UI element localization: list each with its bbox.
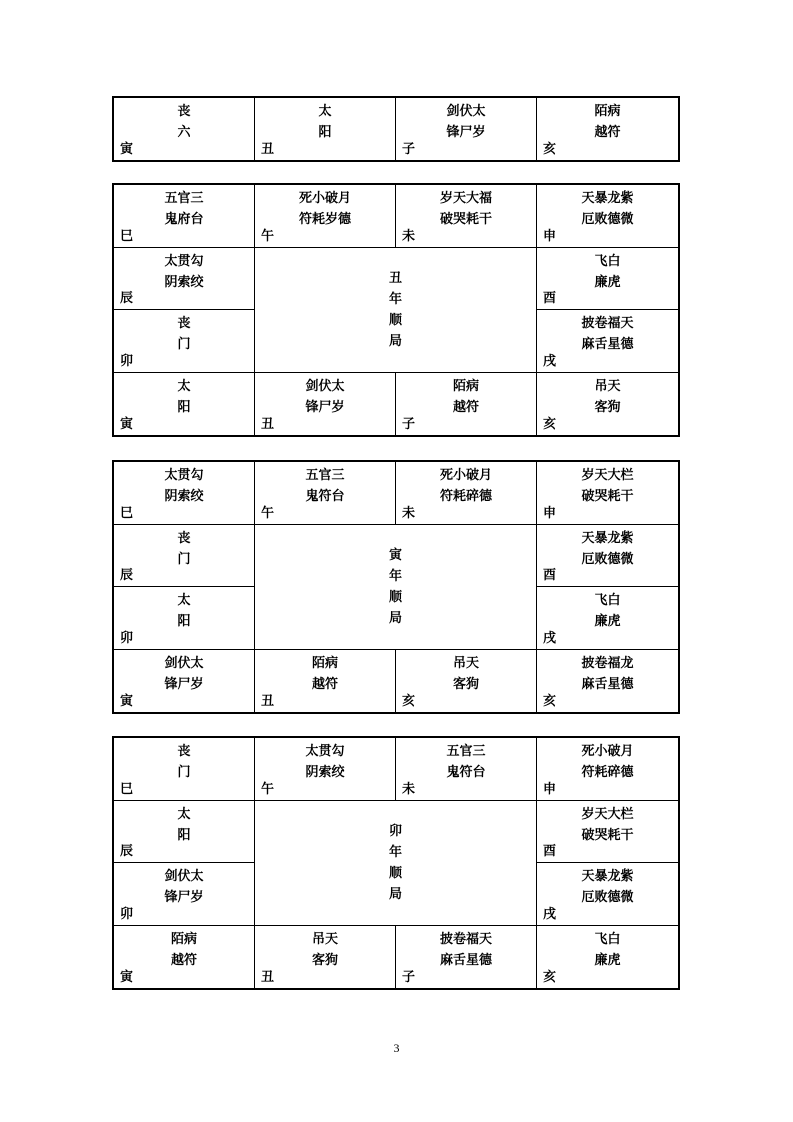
- star-line: 锋尸岁: [164, 890, 204, 905]
- chart-chou-year: [112, 183, 680, 437]
- branch-label: 午: [261, 781, 275, 797]
- branch-label: 巳: [120, 781, 134, 797]
- star-line: 锋尸岁: [446, 125, 486, 140]
- star-line: 五官三: [305, 468, 345, 483]
- star-line: 阳: [177, 614, 191, 629]
- star-line: 越符: [452, 399, 479, 415]
- star-line: 太: [177, 593, 191, 608]
- star-line: 五官三: [164, 191, 204, 206]
- branch-label: 申: [543, 505, 557, 521]
- star-line: 锋尸岁: [305, 399, 345, 415]
- star-line: 阳: [177, 827, 191, 843]
- star-line: 死小破月: [581, 744, 634, 759]
- star-line: 剑伏太: [446, 104, 486, 119]
- branch-label: 寅: [120, 417, 134, 432]
- branch-label: 丑: [261, 142, 275, 157]
- palace-cell: [537, 587, 678, 650]
- center-char: 顺: [388, 589, 402, 605]
- palace-cell: [537, 738, 678, 801]
- star-line: 丧: [177, 530, 191, 546]
- star-line: 死小破月: [298, 191, 351, 206]
- branch-label: 巳: [120, 505, 134, 521]
- center-char: 年: [388, 568, 402, 584]
- palace-cell: [537, 462, 678, 525]
- branch-label: 申: [543, 228, 557, 244]
- star-line: 五官三: [446, 744, 486, 759]
- star-line: 太贯勾: [305, 744, 345, 759]
- star-line: 陌病: [311, 655, 338, 671]
- star-line: 剑伏太: [164, 655, 204, 671]
- palace-cell: [537, 185, 678, 248]
- center-char: 寅: [388, 547, 402, 563]
- palace-cell: [114, 373, 255, 436]
- star-line: 剑伏太: [305, 378, 345, 394]
- page-number: 3: [393, 1041, 400, 1055]
- branch-label: 戌: [543, 353, 557, 369]
- star-line: 阳: [177, 399, 191, 415]
- star-line: 符耗碎德: [581, 765, 634, 780]
- palace-cell: [114, 738, 255, 801]
- star-line: 太贯勾: [164, 253, 204, 269]
- palace-cell: [114, 525, 255, 588]
- branch-label: 寅: [120, 970, 134, 985]
- palace-cell: [114, 185, 255, 248]
- branch-label: 酉: [543, 291, 557, 306]
- branch-label: 寅: [120, 694, 134, 709]
- branch-label: 子: [402, 142, 416, 157]
- branch-label: 亥: [543, 142, 557, 157]
- star-line: 天暴龙紫: [581, 869, 634, 884]
- palace-cell: [114, 863, 255, 926]
- star-line: 飞白: [594, 593, 621, 608]
- center-char: 局: [388, 610, 402, 626]
- star-line: 太: [318, 104, 332, 119]
- palace-cell: [255, 185, 396, 248]
- palace-cell: [114, 310, 255, 373]
- star-line: 六: [177, 125, 191, 140]
- chart-center: [255, 525, 537, 650]
- star-line: 门: [177, 551, 191, 567]
- palace-cell: [537, 525, 678, 588]
- branch-label: 戌: [543, 630, 557, 646]
- star-line: 披卷福龙: [581, 655, 634, 671]
- palace-cell: [396, 650, 537, 713]
- palace-cell: [114, 587, 255, 650]
- palace-cell: [255, 98, 396, 160]
- palace-cell: [537, 926, 678, 989]
- branch-label: 丑: [261, 694, 275, 709]
- star-line: 岁天大栏: [581, 806, 634, 822]
- palace-cell: [396, 98, 537, 160]
- branch-label: 亥: [543, 970, 557, 985]
- branch-label: 戌: [543, 906, 557, 922]
- star-line: 吊天: [594, 378, 621, 394]
- star-line: 越符: [594, 125, 621, 140]
- branch-label: 寅: [120, 142, 134, 157]
- chart-yin-year: [112, 460, 680, 714]
- star-line: 廉虎: [594, 274, 621, 290]
- palace-cell: [396, 185, 537, 248]
- star-line: 麻舌星德: [581, 676, 634, 692]
- star-line: 吊天: [311, 931, 338, 947]
- branch-label: 子: [402, 970, 416, 985]
- center-char: 局: [388, 886, 402, 902]
- star-line: 廉虎: [594, 952, 621, 968]
- branch-label: 辰: [120, 844, 134, 859]
- center-char: 丑: [388, 270, 402, 286]
- star-line: 厄败德微: [581, 890, 634, 905]
- palace-cell: [537, 863, 678, 926]
- star-line: 阴索绞: [164, 274, 204, 290]
- star-line: 客狗: [594, 399, 621, 415]
- branch-label: 酉: [543, 568, 557, 583]
- branch-label: 子: [402, 417, 416, 432]
- palace-cell: [114, 248, 255, 311]
- star-line: 太贯勾: [164, 468, 204, 483]
- chart-partial-top: [112, 96, 680, 162]
- branch-label: 辰: [120, 568, 134, 583]
- star-line: 披卷福天: [581, 316, 634, 331]
- star-line: 太: [177, 806, 191, 822]
- center-char: 卯: [388, 823, 402, 839]
- center-char: 年: [388, 844, 402, 860]
- palace-cell: [114, 98, 255, 160]
- star-line: 锋尸岁: [164, 676, 204, 692]
- star-line: 鬼符台: [446, 765, 486, 780]
- star-line: 岁天大福: [439, 191, 492, 206]
- branch-label: 未: [402, 781, 416, 797]
- branch-label: 亥: [543, 417, 557, 432]
- star-line: 陌病: [594, 104, 621, 119]
- star-line: 飞白: [594, 253, 621, 269]
- palace-cell: [396, 462, 537, 525]
- branch-label: 酉: [543, 844, 557, 859]
- star-line: 吊天: [452, 655, 479, 671]
- chart-center: [255, 248, 537, 373]
- star-line: 陌病: [452, 378, 479, 394]
- star-line: 死小破月: [439, 468, 492, 483]
- branch-label: 辰: [120, 291, 134, 306]
- star-line: 天暴龙紫: [581, 530, 634, 546]
- branch-label: 午: [261, 505, 275, 521]
- star-line: 符耗碎德: [439, 489, 492, 504]
- center-char: 局: [388, 333, 402, 349]
- palace-cell: [396, 373, 537, 436]
- star-line: 破哭耗干: [439, 212, 492, 227]
- palace-cell: [255, 738, 396, 801]
- star-line: 麻舌星德: [439, 952, 492, 968]
- palace-cell: [255, 650, 396, 713]
- palace-cell: [255, 926, 396, 989]
- palace-cell: [255, 462, 396, 525]
- star-line: 阴索绞: [305, 765, 345, 780]
- star-line: 客狗: [452, 676, 479, 692]
- star-line: 客狗: [311, 952, 338, 968]
- star-line: 陌病: [170, 931, 197, 947]
- star-line: 破哭耗干: [581, 489, 634, 504]
- palace-cell: [537, 310, 678, 373]
- center-char: 顺: [388, 865, 402, 881]
- star-line: 太: [177, 378, 191, 394]
- star-line: 廉虎: [594, 614, 621, 629]
- branch-label: 巳: [120, 228, 134, 244]
- palace-cell: [396, 926, 537, 989]
- center-char: 顺: [388, 312, 402, 328]
- star-line: 麻舌星德: [581, 337, 634, 352]
- branch-label: 丑: [261, 417, 275, 432]
- branch-label: 申: [543, 781, 557, 797]
- palace-cell: [396, 738, 537, 801]
- palace-cell: [114, 926, 255, 989]
- branch-label: 卯: [120, 906, 134, 922]
- branch-label: 卯: [120, 630, 134, 646]
- palace-cell: [537, 98, 678, 160]
- star-line: 披卷福天: [439, 931, 492, 947]
- palace-cell: [537, 373, 678, 436]
- chart-mao-year: [112, 736, 680, 990]
- branch-label: 亥: [402, 694, 416, 709]
- star-line: 岁天大栏: [581, 468, 634, 483]
- star-line: 鬼符台: [305, 489, 345, 504]
- branch-label: 午: [261, 228, 275, 244]
- palace-cell: [255, 373, 396, 436]
- star-line: 剑伏太: [164, 869, 204, 884]
- star-line: 丧: [177, 316, 191, 331]
- star-line: 破哭耗干: [581, 827, 634, 843]
- star-line: 阴索绞: [164, 489, 204, 504]
- palace-cell: [537, 248, 678, 311]
- branch-label: 未: [402, 228, 416, 244]
- palace-cell: [537, 650, 678, 713]
- star-line: 丧: [177, 744, 191, 759]
- palace-cell: [114, 801, 255, 864]
- star-line: 越符: [170, 952, 197, 968]
- palace-cell: [537, 801, 678, 864]
- star-line: 飞白: [594, 931, 621, 947]
- star-line: 门: [177, 337, 191, 352]
- palace-cell: [114, 650, 255, 713]
- star-line: 符耗岁德: [298, 212, 351, 227]
- center-char: 年: [388, 291, 402, 307]
- chart-center: [255, 801, 537, 926]
- star-line: 鬼府台: [164, 212, 204, 227]
- star-line: 阳: [318, 125, 332, 140]
- branch-label: 卯: [120, 353, 134, 369]
- star-line: 越符: [311, 676, 338, 692]
- palace-cell: [114, 462, 255, 525]
- star-line: 门: [177, 765, 191, 780]
- star-line: 丧: [177, 104, 191, 119]
- branch-label: 丑: [261, 970, 275, 985]
- branch-label: 未: [402, 505, 416, 521]
- branch-label: 亥: [543, 694, 557, 709]
- star-line: 天暴龙紫: [581, 191, 634, 206]
- star-line: 厄败德微: [581, 551, 634, 567]
- star-line: 厄败德微: [581, 212, 634, 227]
